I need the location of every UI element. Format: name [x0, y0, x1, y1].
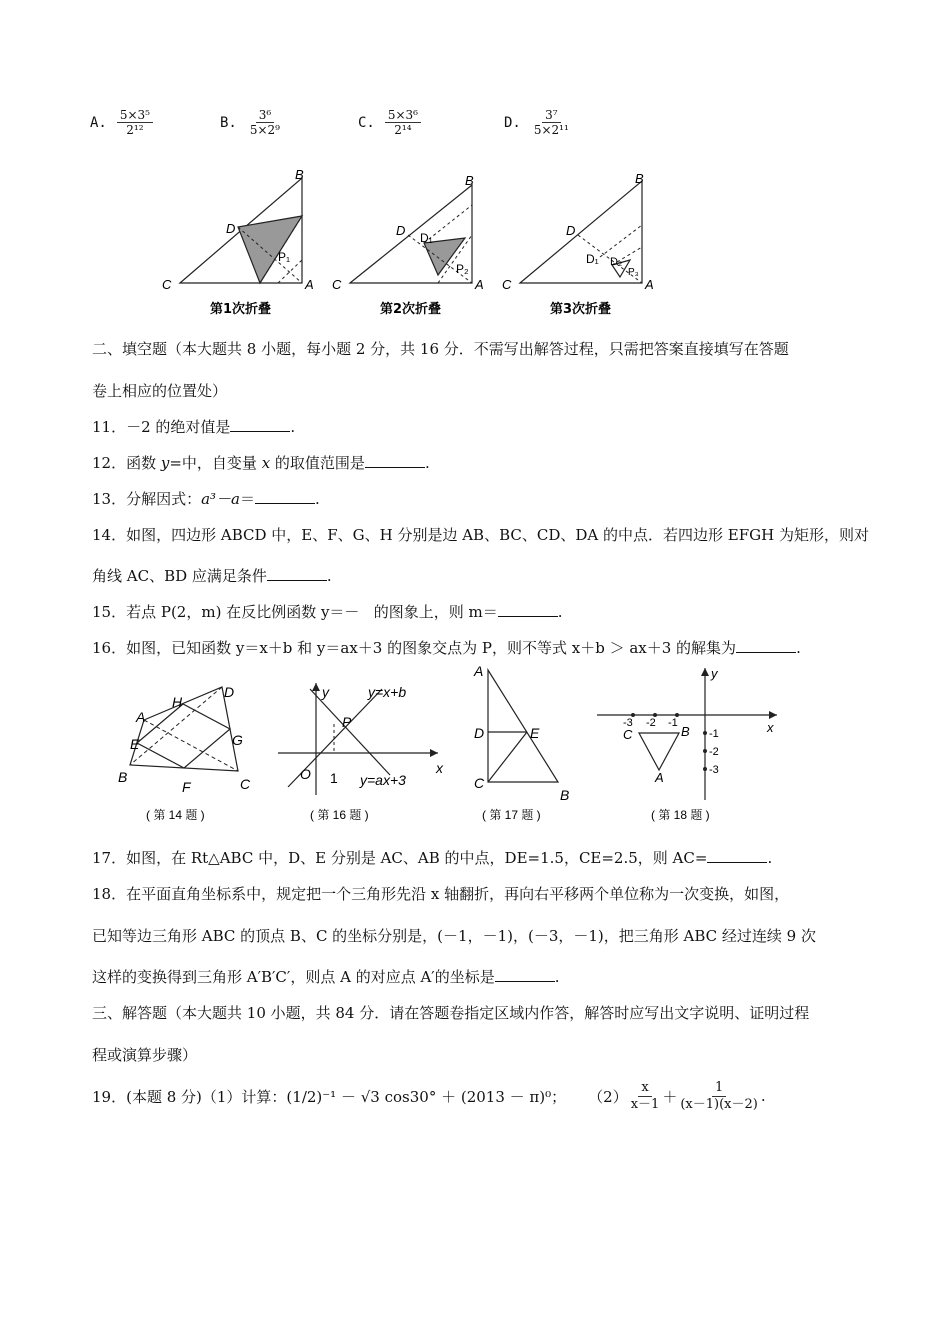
svg-text:B: B	[681, 724, 690, 739]
option-fraction: $\frac{\text{5×3⁶}}{\text{2¹⁴}}$	[385, 108, 421, 138]
svg-text:C: C	[502, 277, 512, 292]
svg-text:x: x	[767, 720, 774, 735]
svg-text:O: O	[300, 766, 311, 782]
svg-text:D₁: D₁	[586, 252, 599, 266]
svg-text:y: y	[711, 666, 718, 681]
svg-text:A: A	[305, 277, 314, 292]
svg-text:C: C	[332, 277, 342, 292]
svg-text:P: P	[342, 714, 352, 730]
svg-text:D: D	[566, 223, 576, 238]
svg-text:y=ax+3: y=ax+3	[360, 772, 406, 788]
fold-caption-3: 第3次折叠	[550, 302, 612, 317]
svg-text:A: A	[136, 709, 146, 725]
svg-text:B: B	[295, 167, 304, 182]
answer-blank[interactable]	[365, 453, 425, 468]
fold-caption-2: 第2次折叠	[380, 302, 442, 317]
option-label: C.	[358, 114, 375, 131]
question-12: 12．函数 y=中，自变量 x 的取值范围是 .	[92, 454, 430, 472]
question-16: 16．如图，已知函数 y＝x＋b 和 y＝ax＋3 的图象交点为 P，则不等式 x＋b ＞ ax＋3 的解集为 .	[92, 639, 801, 657]
section2-heading-cont: 卷上相应的位置处）	[92, 382, 228, 400]
fold-figure-1	[162, 167, 314, 317]
fold-figure-3	[502, 171, 654, 317]
svg-text:y: y	[322, 684, 329, 700]
svg-text:D: D	[224, 684, 235, 700]
answer-blank[interactable]	[267, 566, 327, 581]
svg-text:P₁: P₁	[278, 250, 291, 264]
svg-text:B: B	[118, 769, 128, 785]
svg-text:C: C	[623, 727, 633, 742]
question-18-cont1: 已知等边三角形 ABC 的顶点 B、C 的坐标分别是，(－1，－1)，(－3，－1)，把三角形 ABC 经过连续 9 次	[92, 927, 816, 945]
answer-blank[interactable]	[495, 967, 555, 982]
section3-heading-cont: 程或演算步骤）	[92, 1046, 198, 1064]
svg-text:-1: -1	[709, 728, 719, 740]
fold-caption-1: 第1次折叠	[210, 302, 272, 317]
svg-text:-3: -3	[709, 764, 719, 776]
figure-17	[470, 660, 590, 825]
q19-fraction2: $\frac{1}{(x-1)(x-2)}$	[680, 1080, 758, 1112]
svg-text:P₂: P₂	[456, 262, 469, 276]
section2-heading: 二、填空题（本大题共 8 小题，每小题 2 分，共 16 分．不需写出解答过程，只需把答案直接填写在答题	[92, 340, 789, 358]
svg-text:-1: -1	[668, 717, 678, 729]
svg-text:B: B	[560, 787, 570, 803]
answer-blank[interactable]	[736, 638, 796, 653]
svg-text:1: 1	[330, 770, 338, 786]
svg-text:A: A	[655, 770, 664, 785]
svg-text:G: G	[232, 732, 243, 748]
svg-text:C: C	[162, 277, 172, 292]
option-b	[220, 108, 283, 138]
question-14-cont: 角线 AC、BD 应满足条件 .	[92, 567, 332, 585]
question-11: 11．－2 的绝对值是 .	[92, 418, 296, 436]
option-d	[504, 108, 572, 138]
q19-expr1: (1/2)⁻¹ － √3 cos30° ＋ (2013 － π)⁰；	[286, 1087, 567, 1106]
figure-14	[110, 675, 270, 825]
svg-text:x: x	[436, 760, 443, 776]
answer-blank[interactable]	[498, 602, 558, 617]
option-label: A.	[90, 114, 107, 131]
svg-text:-3: -3	[623, 717, 633, 729]
svg-text:-2: -2	[709, 746, 719, 758]
question-18-cont2: 这样的变换得到三角形 A′B′C′，则点 A 的对应点 A′的坐标是 .	[92, 968, 560, 986]
option-a	[90, 108, 153, 138]
figure-caption: ( 第 17 题 )	[482, 808, 541, 822]
svg-text:A: A	[645, 277, 654, 292]
svg-text:D₂: D₂	[610, 256, 623, 268]
fold-figure-2	[332, 173, 484, 317]
option-fraction: $\frac{\text{3⁶}}{\text{5×2⁹}}$	[249, 108, 280, 138]
question-13: 13．分解因式：a³－a＝ .	[92, 490, 320, 508]
option-label: D.	[504, 114, 521, 131]
svg-text:P₃: P₃	[628, 267, 639, 278]
section3-heading: 三、解答题（本大题共 10 小题，共 84 分．请在答题卷指定区域内作答，解答时应写出文字说明、证明过程	[92, 1004, 810, 1022]
svg-text:B: B	[635, 171, 644, 186]
svg-text:D: D	[226, 221, 236, 236]
svg-text:D₁: D₁	[420, 231, 433, 245]
svg-text:D: D	[474, 725, 485, 741]
question-14: 14．如图，四边形 ABCD 中，E、F、G、H 分别是边 AB、BC、CD、DA 的中点．若四边形 EFGH 为矩形，则对	[92, 526, 869, 544]
svg-text:A: A	[475, 277, 484, 292]
option-fraction: $\frac{\text{5×3⁵}}{\text{2¹²}}$	[117, 108, 153, 138]
svg-text:y=x+b: y=x+b	[368, 684, 407, 700]
answer-blank[interactable]	[707, 848, 767, 863]
svg-text:E: E	[530, 725, 540, 741]
option-fraction: $\frac{\text{3⁷}}{\text{5×2¹¹}}$	[533, 108, 569, 138]
figure-caption: ( 第 18 题 )	[651, 808, 710, 822]
svg-text:-2: -2	[646, 717, 656, 729]
svg-text:C: C	[240, 776, 251, 792]
svg-text:F: F	[182, 779, 191, 795]
svg-text:E: E	[130, 736, 140, 752]
option-label: B.	[220, 114, 237, 131]
figure-16	[270, 675, 455, 825]
question-19: 19．(本题 8 分)（1）计算： (1/2)⁻¹ － √3 cos30° ＋ (2013 － π)⁰； （2） $\frac{x}{x-1}$ ＋ $\frac{1}{(x-1)(x-2)}$ .	[92, 1080, 766, 1112]
question-18: 18．在平面直角坐标系中，规定把一个三角形先沿 x 轴翻折，再向右平移两个单位称为一次变换，如图，	[92, 885, 790, 903]
q19-fraction1: $\frac{x}{x-1}$	[630, 1080, 660, 1112]
option-c	[358, 108, 421, 138]
question-17: 17．如图，在 Rt△ABC 中，D、E 分别是 AC、AB 的中点，DE=1.5，CE=2.5，则 AC= .	[92, 849, 773, 867]
folding-figures	[150, 165, 670, 325]
answer-blank[interactable]	[230, 417, 290, 432]
svg-text:C: C	[474, 775, 485, 791]
svg-text:D: D	[396, 223, 406, 238]
svg-text:H: H	[172, 694, 183, 710]
figure-caption: ( 第 14 题 )	[146, 808, 205, 822]
figure-18	[595, 660, 785, 825]
svg-text:A: A	[474, 663, 484, 679]
question-15: 15．若点 P(2，m) 在反比例函数 y＝－ 的图象上，则 m＝ .	[92, 603, 563, 621]
figure-caption: ( 第 16 题 )	[310, 808, 369, 822]
svg-text:B: B	[465, 173, 474, 188]
answer-blank[interactable]	[255, 489, 315, 504]
